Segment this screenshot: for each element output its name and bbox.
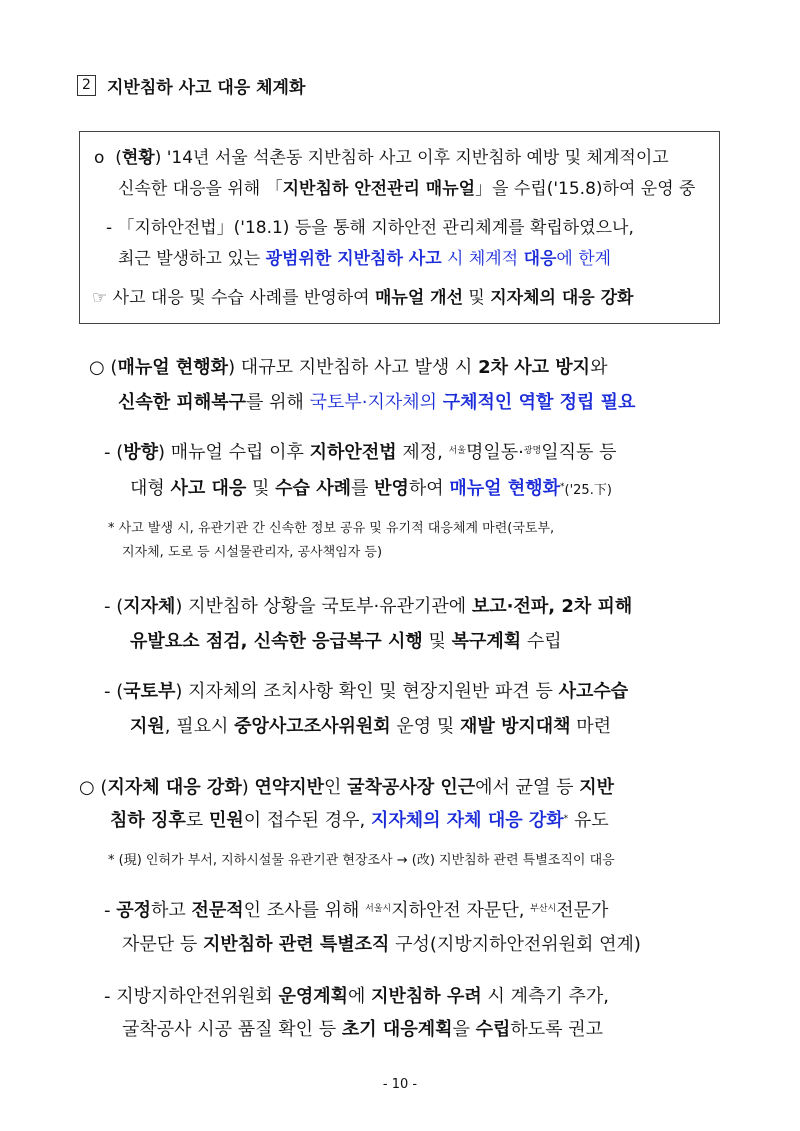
section-number: 2 <box>77 75 96 96</box>
page-number: - 10 - <box>382 1077 418 1092</box>
manual-footnote-line-1: * 사고 발생 시, 유관기관 간 신속한 정보 공유 및 유기적 대응체계 마련(국토부, <box>108 521 555 536</box>
local-plan-line-2: 굴착공사 시공 품질 확인 등 초기 대응계획을 수립하도록 권고 <box>122 1019 604 1040</box>
manual-ministry-line-1: - (국토부) 지자체의 조치사항 확인 및 현장지원반 파견 등 사고수습 <box>104 681 629 702</box>
manual-local-line-1: - (지자체) 지반침하 상황을 국토부·유관기관에 보고·전파, 2차 피해 <box>104 596 633 617</box>
manual-footnote-line-2: 지자체, 도로 등 시설물관리자, 공사책임자 등) <box>122 545 383 560</box>
local-line-1: ○ (지자체 대응 강화) 연약지반인 굴착공사장 인근에서 균열 등 지반 <box>79 777 615 798</box>
local-plan-line-1: - 지방지하안전위원회 운영계획에 지반침하 우려 시 계측기 추가, <box>104 986 609 1007</box>
manual-direction-line-1: - (방향) 매뉴얼 수립 이후 지하안전법 제정, $^{서울}$명일동·$^{광명}$일직동 등 <box>104 442 617 463</box>
box-line-limit: 최근 발생하고 있는 광범위한 지반침하 사고 시 체계적 대응에 한계 <box>118 249 612 269</box>
manual-ministry-line-2: 지원, 필요시 중앙사고조사위원회 운영 및 재발 방지대책 마련 <box>130 716 612 737</box>
manual-local-line-2: 유발요소 점검, 신속한 응급복구 시행 및 복구계획 수립 <box>130 631 562 652</box>
box-line-status: o (현황) '14년 서울 석촌동 지반침하 사고 이후 지반침하 예방 및 체계적이고 <box>94 148 669 168</box>
local-footnote: * (現) 인허가 부서, 지하시설물 유관기관 현장조사 → (改) 지반침하 관련 특별조직이 대응 <box>108 853 615 868</box>
local-line-2: 침하 징후로 민원이 접수된 경우, 지자체의 자체 대응 강화* 유도 <box>110 810 609 831</box>
local-special-line-1: - 공정하고 전문적인 조사를 위해 $^{서울시}$지하안전 자문단, $^{부산시}$전문가 <box>104 900 609 921</box>
summary-box <box>79 131 720 324</box>
local-special-line-2: 자문단 등 지반침하 관련 특별조직 구성(지방지하안전위원회 연계) <box>122 934 641 955</box>
box-line-status-cont: 신속한 대응을 위해 「지반침하 안전관리 매뉴얼」을 수립('15.8)하여 운영 중 <box>118 179 696 199</box>
section-heading <box>77 73 305 98</box>
manual-line-1: ○ (매뉴얼 현행화) 대규모 지반침하 사고 발생 시 2차 사고 방지와 <box>89 357 608 378</box>
manual-direction-line-2: 대형 사고 대응 및 수습 사례를 반영하여 매뉴얼 현행화*('25.下) <box>130 478 612 499</box>
manual-line-2: 신속한 피해복구를 위해 국토부·지자체의 구체적인 역할 정립 필요 <box>118 392 636 413</box>
box-line-law: - 「지하안전법」('18.1) 등을 통해 지하안전 관리체계를 확립하였으나, <box>106 218 634 238</box>
box-line-conclusion: ☞ 사고 대응 및 수습 사례를 반영하여 매뉴얼 개선 및 지자체의 대응 강화 <box>92 288 634 308</box>
section-title: 지반침하 사고 대응 체계화 <box>107 78 306 98</box>
pointing-hand-icon: ☞ <box>92 288 108 308</box>
